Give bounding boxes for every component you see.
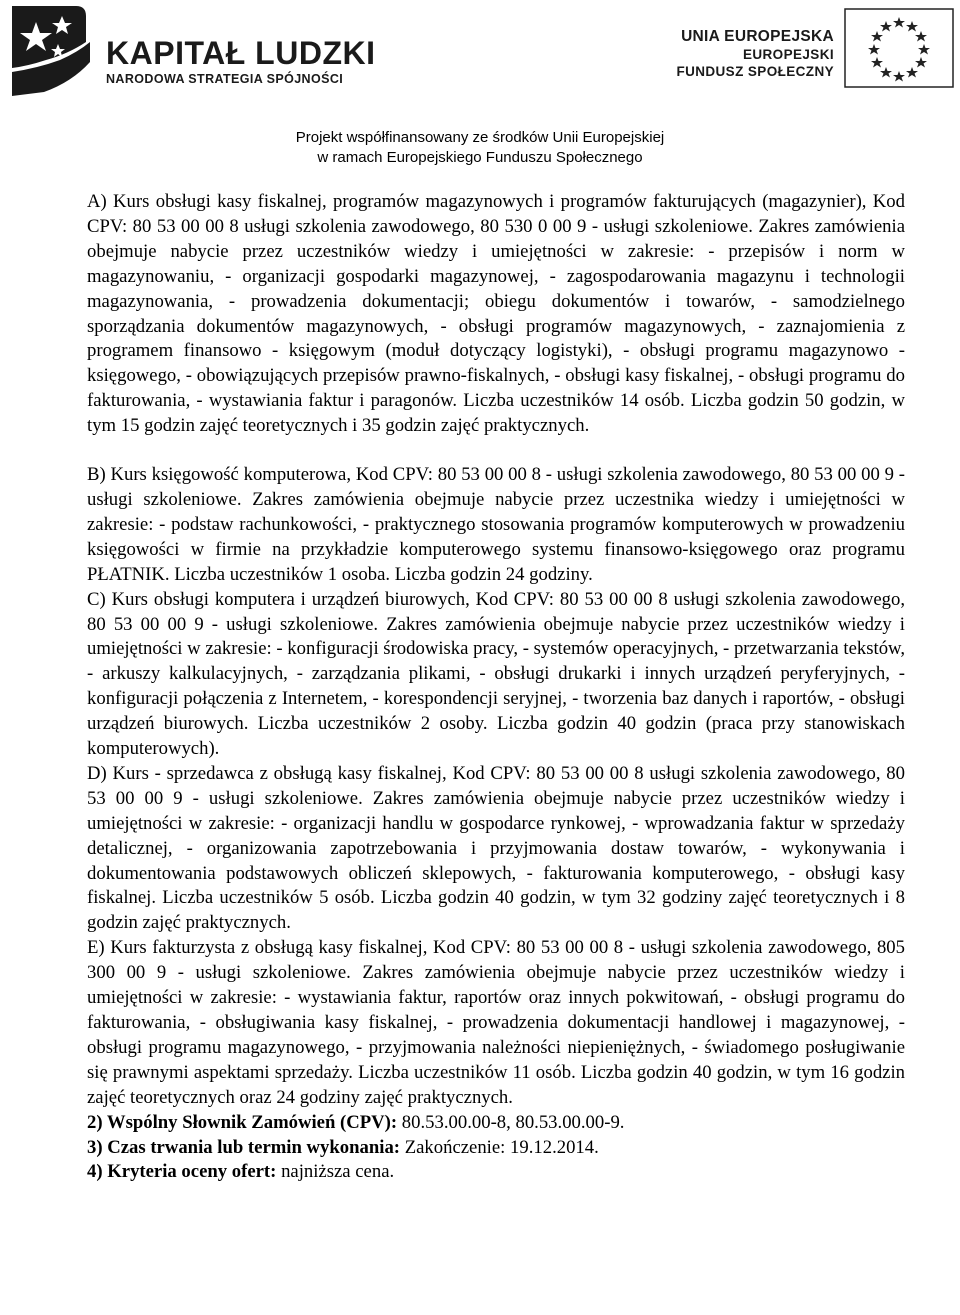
criteria-item [87,1160,905,1185]
cofinancing-line-1: Projekt współfinansowany ze środków Unii Europejskiej [295,129,665,146]
cpv-item [87,1111,905,1136]
kapital-ludzki-subtitle: NARODOWA STRATEGIA SPÓJNOŚCI [106,72,344,86]
eu-line-2: EUROPEJSKI [742,47,834,62]
duration-label: 3) Czas trwania lub termin wykonania: [87,1136,401,1158]
duration-item [87,1136,905,1161]
eu-flag-icon [844,8,954,88]
page-header [0,0,960,170]
cofinancing-line-2: w ramach Europejskiego Funduszu Społecznego [317,149,643,166]
criteria-label: 4) Kryteria oceny ofert: [87,1161,277,1183]
cofinancing-note [0,128,960,168]
eu-line-3: FUNDUSZ SPOŁECZNY [676,64,834,79]
course-b-paragraph: B) Kurs księgowość komputerowa, Kod CPV: 80 53 00 00 8 - usługi szkolenia zawodowego, 80 53 00 00 9 - usługi szkoleniowe. Zakres zamówienia obejmuje nabycie przez uczestnika wiedzy i umiejętności w zakresie: - podstaw rachunkowości, - praktycznego stosowania programów komputerowych w prowadzeniu księgowości w firmie na przykładzie komputerowego systemu finansowo-księgowego oraz programu PŁATNIK. Liczba uczestników 1 osoba. Liczba godzin 24 godziny. [87,464,905,585]
kapital-ludzki-wordmark [106,36,375,86]
course-e-paragraph: E) Kurs fakturzysta z obsługą kasy fiskalnej, Kod CPV: 80 53 00 00 8 - usługi szkolenia zawodowego, 805 300 00 9 - usługi szkoleniowe. Zakres zamówienia obejmuje nabycie przez uczestników wiedzy i umiejętności w zakresie: - wystawiania faktur, raportów oraz innych pokwitowań, - obsługi programu do fakturowania, - obsługiwania kasy fiskalnej, - prowadzenia dokumentacji handlowej i magazynowej, - obsługi programu magazynowego, - przyjmowania należności niepieniężnych, - świadomego posługiwanie się prawnymi aspektami sprzedaży. Liczba uczestników 11 osób. Liczba godzin 40 godzin, w tym 16 godzin zajęć teoretycznych oraz 24 godziny zajęć praktycznych. [87,937,905,1108]
course-c-paragraph: C) Kurs obsługi komputera i urządzeń biurowych, Kod CPV: 80 53 00 00 8 usługi szkolenia zawodowego, 80 53 00 00 9 - usługi szkoleniowe. Zakres zamówienia obejmuje nabycie przez uczestników wiedzy i umiejętności w zakresie: - konfiguracji środowiska pracy, - systemów operacyjnych, - przetwarzania tekstów, - arkuszy kalkulacyjnych, - zarządzania plikami, - obsługi drukarki i innych urządzeń peryferyjnych, - konfiguracji połączenia z Internetem, - korespondencji seryjnej, - tworzenia baz danych i raportów, - obsługi urządzeń biurowych. Liczba uczestników 2 osoby. Liczba godzin 40 godzin (praca przy stanowiskach komputerowych). [87,588,905,760]
course-d-paragraph: D) Kurs - sprzedawca z obsługą kasy fiskalnej, Kod CPV: 80 53 00 00 8 usługi szkolenia zawodowego, 80 53 00 00 9 - usługi szkoleniowe. Zakres zamówienia obejmuje nabycie przez uczestników wiedzy i umiejętności w zakresie: - organizacji handlu w gospodarce rynkowej, - wprowadzania faktur w sprzedaży detalicznej, - organizowania zapotrzebowania i przyjmowania dostaw towarów, - wykonywania i dokumentowania podstawowych obliczeń sklepowych, - fakturowania komputerowego, - obsługi kasy fiskalnej. Liczba uczestników 5 osób. Liczba godzin 40 godzin, w tym 32 godziny zajęć teoretycznych i 8 godzin zajęć praktycznych. [87,762,905,934]
document-body [87,190,905,1185]
cpv-label: 2) Wspólny Słownik Zamówień (CPV): [87,1111,398,1133]
kapital-ludzki-title: KAPITAŁ LUDZKI [106,35,376,71]
duration-value: Zakończenie: 19.12.2014. [400,1136,599,1158]
eu-wordmark [672,28,834,80]
criteria-value: najniższa cena. [276,1161,395,1183]
kapital-ludzki-logo-icon [8,2,100,98]
paragraph-spacer [87,439,905,463]
course-a-paragraph: A) Kurs obsługi kasy fiskalnej, programów magazynowych i programów fakturujących (magazynier), Kod CPV: 80 53 00 00 8 usługi szkolenia zawodowego, 80 530 0 00 9 - usługi szkoleniowe. Zakres zamówienia obejmuje nabycie przez uczestników wiedzy i umiejętności w zakresie: - przepisów i norm w magazynowaniu, - organizacji gospodarki magazynowej, - zagospodarowania magazynu i technologii magazynowania, - prowadzenia dokumentacji; obiegu dokumentów i towarów, - samodzielnego sporządzania dokumentów magazynowych, - obsługi programów magazynowych, - zaznajomienia z programem finansowo - księgowym (moduł dotyczący logistyki), - obsługi programu magazynowo - księgowego, - obowiązujących przepisów prawno-fiskalnych, - obsługi kasy fiskalnej, - obsługi programu do fakturowania, - wystawiania faktur i paragonów. Liczba uczestników 14 osób. Liczba godzin 50 godzin, w tym 15 godzin zajęć teoretycznych i 35 godzin zajęć praktycznych. [87,191,905,437]
eu-line-1: UNIA EUROPEJSKA [681,28,834,45]
cpv-value: 80.53.00.00-8, 80.53.00.00-9. [397,1111,625,1133]
